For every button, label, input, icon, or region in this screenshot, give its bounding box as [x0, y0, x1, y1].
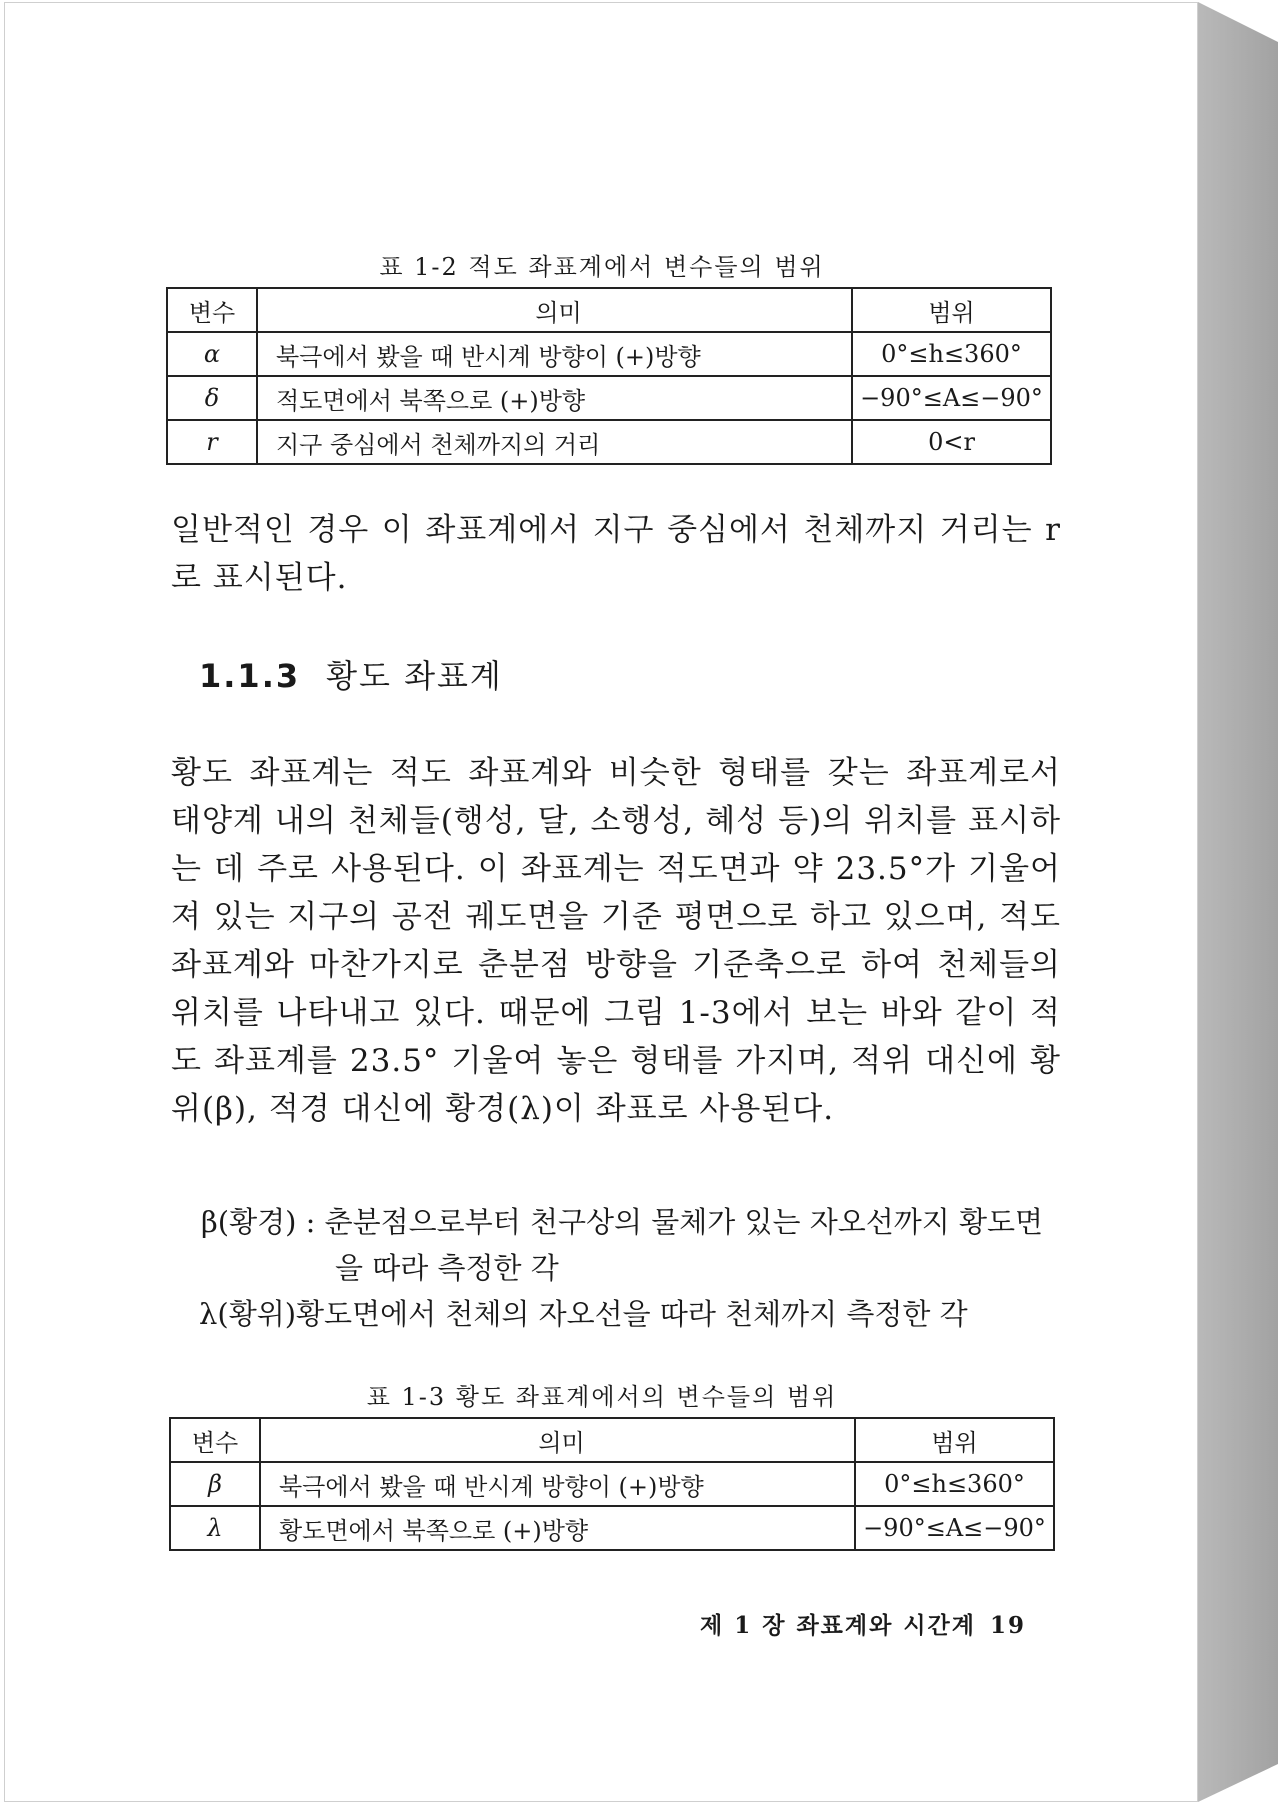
table2-header-range: 범위 — [855, 1418, 1054, 1462]
table1-meaning: 지구 중심에서 천체까지의 거리 — [257, 420, 852, 464]
table2-meaning: 북극에서 봤을 때 반시계 방향이 (+)방향 — [260, 1462, 855, 1506]
table1-header-row — [167, 288, 1051, 332]
table2-range: 0°≤h≤360° — [855, 1462, 1054, 1506]
table2-header-variable: 변수 — [170, 1418, 260, 1462]
table1-meaning: 북극에서 봤을 때 반시계 방향이 (+)방향 — [257, 332, 852, 376]
table1-header-variable: 변수 — [167, 288, 257, 332]
table1-symbol: r — [167, 420, 257, 464]
page-number: 19 — [990, 1612, 1027, 1639]
section-heading — [199, 651, 503, 697]
book-page — [4, 2, 1198, 1802]
definition-beta-cont: 을 따라 측정한 각 — [335, 1251, 559, 1285]
table1-meaning: 적도면에서 북쪽으로 (+)방향 — [257, 376, 852, 420]
table1-range: 0<r — [852, 420, 1051, 464]
book-spine-shape — [1198, 2, 1278, 1802]
section-number: 1.1.3 — [199, 657, 301, 695]
table-row — [170, 1506, 1054, 1550]
book-spine — [1198, 2, 1278, 1802]
section-title: 황도 좌표계 — [326, 657, 503, 695]
table-row — [170, 1462, 1054, 1506]
chapter-title: 제 1 장 좌표계와 시간계 — [700, 1612, 976, 1639]
table1-symbol: α — [167, 332, 257, 376]
table2-header-row — [170, 1418, 1054, 1462]
table2-caption: 표 1-3 황도 좌표계에서의 변수들의 범위 — [366, 1383, 838, 1411]
table-row — [167, 332, 1051, 376]
table2-symbol: β — [170, 1462, 260, 1506]
definition-lambda: λ(황위)황도면에서 천체의 자오선을 따라 천체까지 측정한 각 — [199, 1297, 968, 1331]
table1-header-meaning: 의미 — [257, 288, 852, 332]
paragraph-ecliptic: 황도 좌표계는 적도 좌표계와 비슷한 형태를 갖는 좌표계로서 태양계 내의 천체들(행성, 달, 소행성, 혜성 등)의 위치를 표시하는 데 주로 사용된다. 이 좌표계는 적도면과 약 23.5°가 기울어져 있는 지구의 공전 궤도면을 기준 평면으로 하고 있으며, 적도 좌표계와 마찬가지로 춘분점 방향을 기준축으로 하여 천체들의 위치를 나타내고 있다. 때문에 그림 1-3에서 보는 바와 같이 적도 좌표계를 23.5° 기울여 놓은 형태를 가지며, 적위 대신에 황위(β), 적경 대신에 황경(λ)이 좌표로 사용된다. — [171, 755, 1061, 1127]
table2-meaning: 황도면에서 북쪽으로 (+)방향 — [260, 1506, 855, 1550]
table-row — [167, 420, 1051, 464]
table1-symbol: δ — [167, 376, 257, 420]
table1-range: −90°≤A≤−90° — [852, 376, 1051, 420]
table1 — [166, 287, 1052, 465]
table2-symbol: λ — [170, 1506, 260, 1550]
table1-header-range: 범위 — [852, 288, 1051, 332]
table1-range: 0°≤h≤360° — [852, 332, 1051, 376]
table2 — [169, 1417, 1055, 1551]
paragraph-distance: 일반적인 경우 이 좌표계에서 지구 중심에서 천체까지 거리는 r로 표시된다. — [171, 512, 1061, 596]
table-row — [167, 376, 1051, 420]
definition-beta: β(황경) : 춘분점으로부터 천구상의 물체가 있는 자오선까지 황도면 — [201, 1205, 1044, 1239]
table2-range: −90°≤A≤−90° — [855, 1506, 1054, 1550]
table1-caption: 표 1-2 적도 좌표계에서 변수들의 범위 — [379, 253, 825, 281]
definitions — [201, 1199, 1081, 1337]
table2-header-meaning: 의미 — [260, 1418, 855, 1462]
page-footer — [700, 1607, 1026, 1640]
